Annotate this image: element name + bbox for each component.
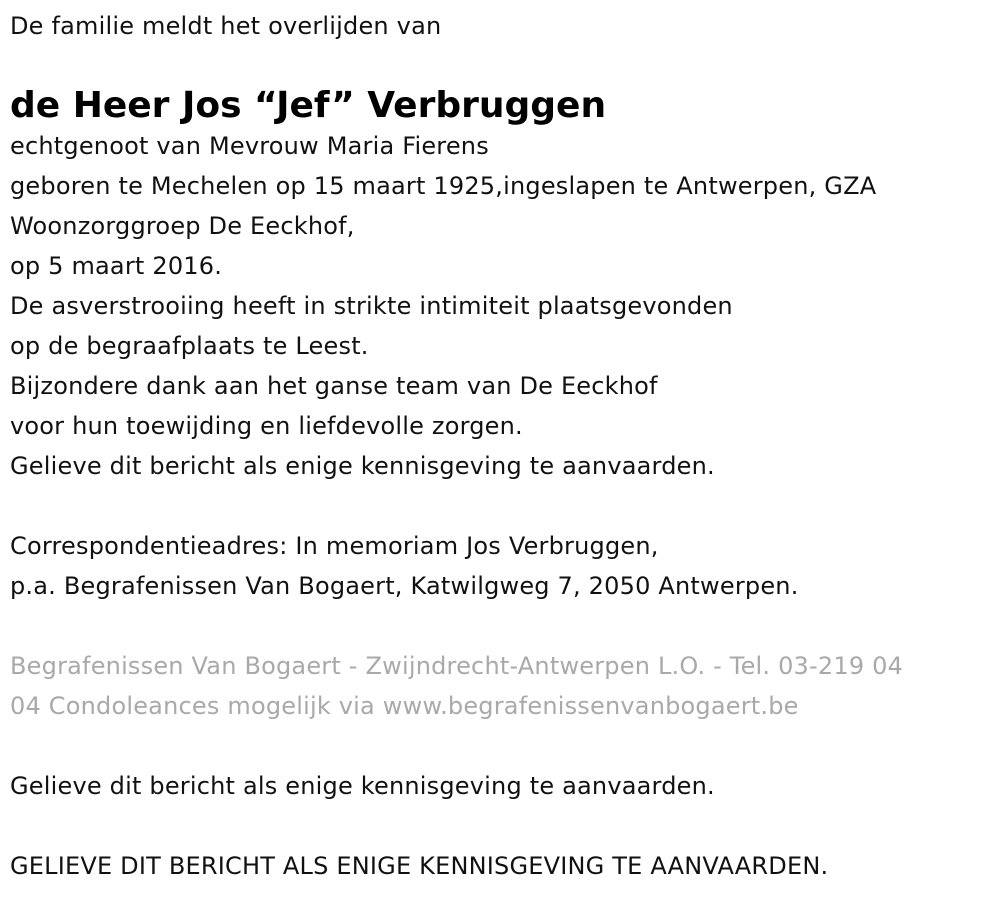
body-line-cemetery: op de begraafplaats te Leest.: [10, 332, 369, 360]
body-line-scattering: De asverstrooiing heeft in strikte intimiteit plaatsgevonden: [10, 292, 733, 320]
funeral-home-info: [10, 646, 990, 726]
body-line-care-home: Woonzorggroep De Eeckhof,: [10, 212, 355, 240]
deceased-name: de Heer Jos “Jef” Verbruggen: [10, 85, 607, 126]
spacer: [10, 606, 990, 646]
funeral-home-line-2: 04 Condoleances mogelijk via www.begrafenissenvanbogaert.be: [10, 692, 799, 720]
spacer: [10, 726, 990, 766]
body-line-date: op 5 maart 2016.: [10, 252, 223, 280]
funeral-home-line-1: Begrafenissen Van Bogaert - Zwijndrecht-Antwerpen L.O. - Tel. 03-219 04: [10, 652, 904, 680]
body-line-spouse: echtgenoot van Mevrouw Maria Fierens: [10, 132, 489, 160]
closing-text: Gelieve dit bericht als enige kennisgeving te aanvaarden.: [10, 772, 715, 800]
body-line-notice: Gelieve dit bericht als enige kennisgeving te aanvaarden.: [10, 452, 715, 480]
obituary-notice: [10, 6, 990, 886]
spacer: [10, 806, 990, 846]
closing-text-caps: GELIEVE DIT BERICHT ALS ENIGE KENNISGEVING TE AANVAARDEN.: [10, 852, 829, 880]
body-line-care: voor hun toewijding en liefdevolle zorgen.: [10, 412, 523, 440]
correspondence-line-2: p.a. Begrafenissen Van Bogaert, Katwilgweg 7, 2050 Antwerpen.: [10, 572, 799, 600]
spacer: [10, 486, 990, 526]
notice-body: [10, 126, 990, 486]
body-line-thanks: Bijzondere dank aan het ganse team van De Eeckhof: [10, 372, 658, 400]
body-line-birth: geboren te Mechelen op 15 maart 1925,ingeslapen te Antwerpen, GZA: [10, 172, 877, 200]
correspondence-address: [10, 526, 990, 606]
correspondence-line-1: Correspondentieadres: In memoriam Jos Verbruggen,: [10, 532, 659, 560]
intro-text: De familie meldt het overlijden van: [10, 12, 442, 40]
